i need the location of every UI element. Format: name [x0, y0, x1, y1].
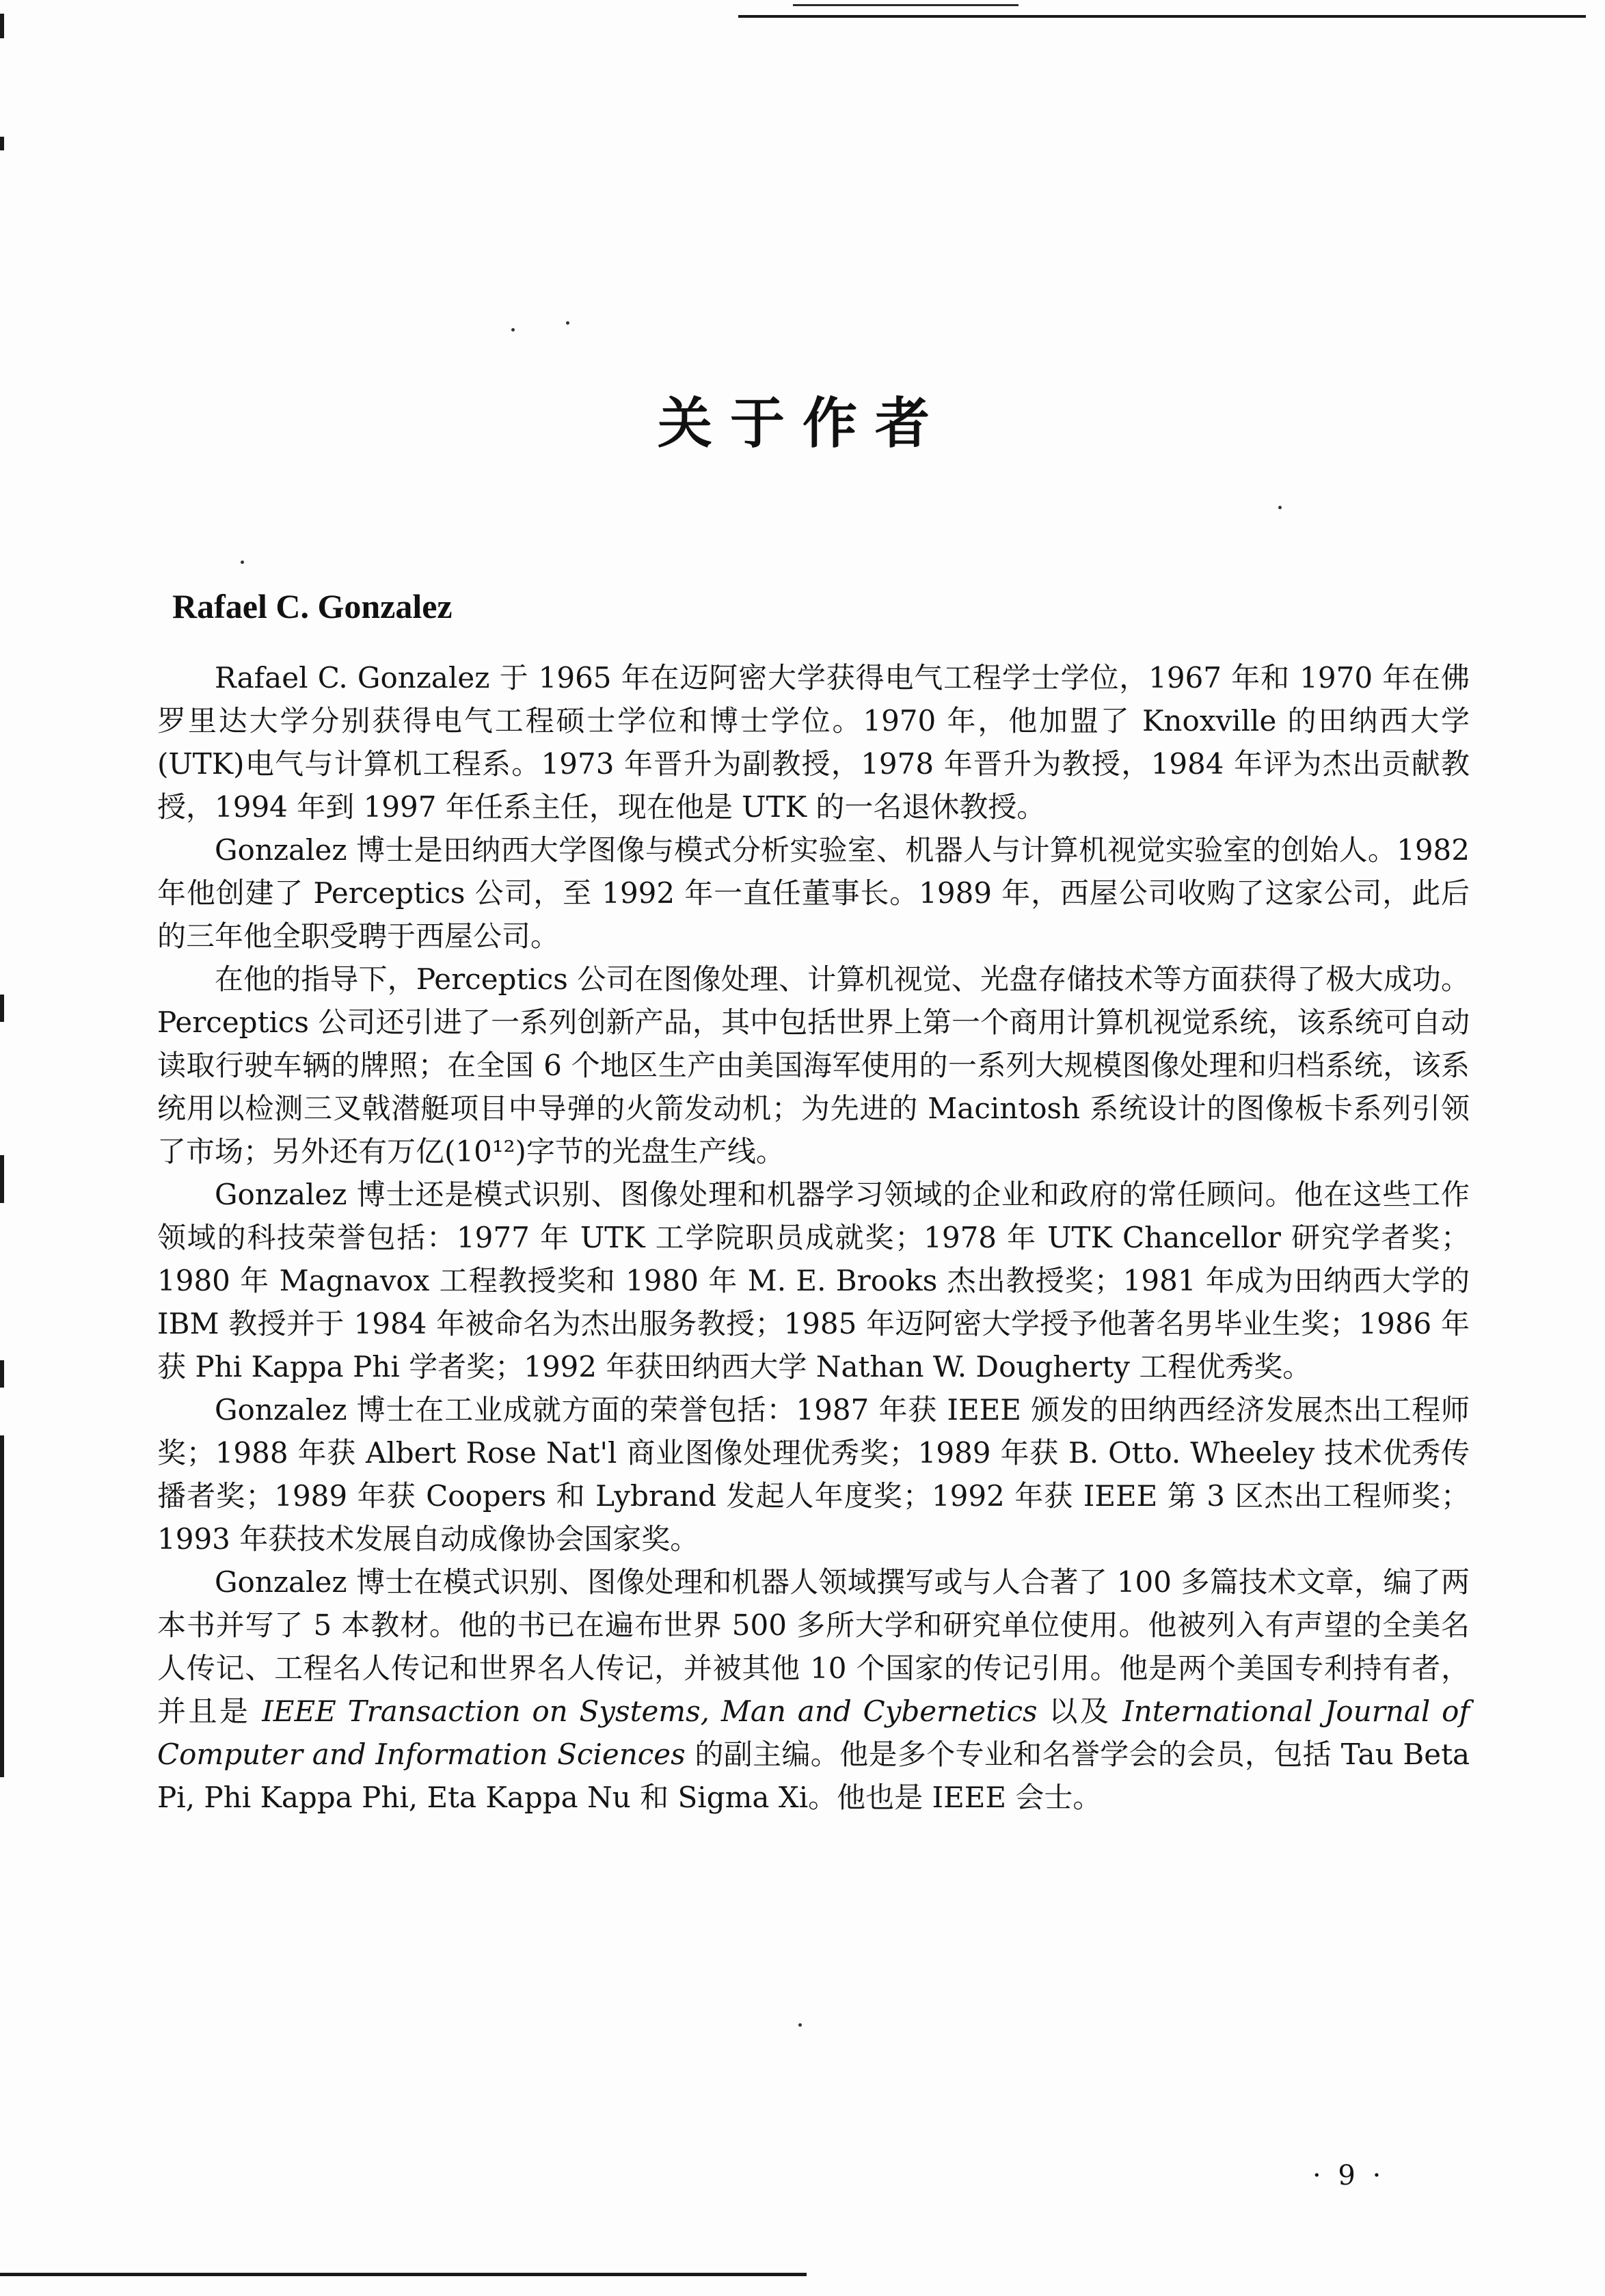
scan-edge-mark: [0, 137, 4, 150]
scan-edge-mark: [0, 995, 4, 1022]
scan-speck: [241, 561, 244, 564]
journal-title-smc: IEEE Transaction on Systems, Man and Cybernetics: [262, 1694, 1038, 1728]
scan-edge-mark: [0, 1360, 4, 1388]
author-heading: Rafael C. Gonzalez: [172, 587, 453, 625]
scan-bottom-rule: [0, 2273, 807, 2276]
scan-speck: [798, 2023, 802, 2027]
scan-edge-mark: [0, 14, 4, 38]
paragraph-perceptics-founding: Gonzalez 博士是田纳西大学图像与模式分析实验室、机器人与计算机视觉实验室的创始人。1982 年他创建了 Perceptics 公司，至 1992 年一直任董事长。1989 年，西屋公司收购了这家公司，此后的三年他全职受聘于西屋公司。: [157, 833, 1470, 953]
scan-edge-mark: [0, 1155, 4, 1203]
paragraph-education: Rafael C. Gonzalez 于 1965 年在迈阿密大学获得电气工程学士学位，1967 年和 1970 年在佛罗里达大学分别获得电气工程硕士学位和博士学位。1970 年，他加盟了 Knoxville 的田纳西大学(UTK)电气与计算机工程系。1973 年晋升为副教授，1978 年晋升为教授，1984 年评为杰出贡献教授，1994 年到 1997 年任系主任，现在他是 UTK 的一名退休教授。: [157, 661, 1470, 824]
paragraph-publications: [157, 1561, 1470, 1819]
scan-top-rule-thin: [793, 4, 1019, 6]
publications-text-middle: 以及: [1037, 1694, 1123, 1728]
paragraph-industry-honors: Gonzalez 博士在工业成就方面的荣誉包括：1987 年获 IEEE 颁发的田纳西经济发展杰出工程师奖；1988 年获 Albert Rose Nat'l 商业图像处理优秀奖；1989 年获 B. Otto. Wheeley 技术优秀传播者奖；1989 年获 Coopers 和 Lybrand 发起人年度奖；1992 年获 IEEE 第 3 区杰出工程师奖；1993 年获技术发展自动成像协会国家奖。: [157, 1393, 1470, 1556]
page-number: · 9 ·: [1312, 2160, 1386, 2191]
paragraph-academic-honors: Gonzalez 博士还是模式识别、图像处理和机器学习领域的企业和政府的常任顾问。他在这些工作领域的科技荣誉包括：1977 年 UTK 工学院职员成就奖；1978 年 UTK Chancellor 研究学者奖；1980 年 Magnavox 工程教授奖和 1980 年 M. E. Brooks 杰出教授奖；1981 年成为田纳西大学的 IBM 教授并于 1984 年被命名为杰出服务教授；1985 年迈阿密大学授予他著名男毕业生奖；1986 年获 Phi Kappa Phi 学者奖；1992 年获田纳西大学 Nathan W. Dougherty 工程优秀奖。: [157, 1178, 1470, 1383]
scan-speck: [1278, 506, 1282, 509]
biography-body: [157, 656, 1470, 1819]
scan-edge-mark: [0, 1435, 4, 1777]
journal-title-ijcis: International Journal of Computer and Information Sciences: [157, 1694, 1470, 1771]
scan-speck: [566, 321, 569, 325]
publications-text-after: 的副主编。他是多个专业和名誉学会的会员，包括 Tau Beta Pi, Phi Kappa Phi, Eta Kappa Nu 和 Sigma Xi。他也是 IEEE 会士。: [157, 1738, 1470, 1814]
scan-top-rule: [738, 15, 1586, 18]
publications-text-before: Gonzalez 博士在模式识别、图像处理和机器人领域撰写或与人合著了 100 多篇技术文章，编了两本书并写了 5 本教材。他的书已在遍布世界 500 多所大学和研究单位使用。他被列入有声望的全美名人传记、工程名人传记和世界名人传记，并被其他 10 个国家的传记引用。他是两个美国专利持有者，并且是: [157, 1565, 1470, 1728]
page-title: 关于作者: [658, 392, 947, 455]
paragraph-perceptics-products: 在他的指导下，Perceptics 公司在图像处理、计算机视觉、光盘存储技术等方面获得了极大成功。Perceptics 公司还引进了一系列创新产品，其中包括世界上第一个商用计算机视觉系统，该系统可自动读取行驶车辆的牌照；在全国 6 个地区生产由美国海军使用的一系列大规模图像处理和归档系统，该系统用以检测三叉戟潜艇项目中导弹的火箭发动机；为先进的 Macintosh 系统设计的图像板卡系列引领了市场；另外还有万亿(10¹²)字节的光盘生产线。: [157, 962, 1470, 1168]
scan-speck: [511, 328, 515, 332]
